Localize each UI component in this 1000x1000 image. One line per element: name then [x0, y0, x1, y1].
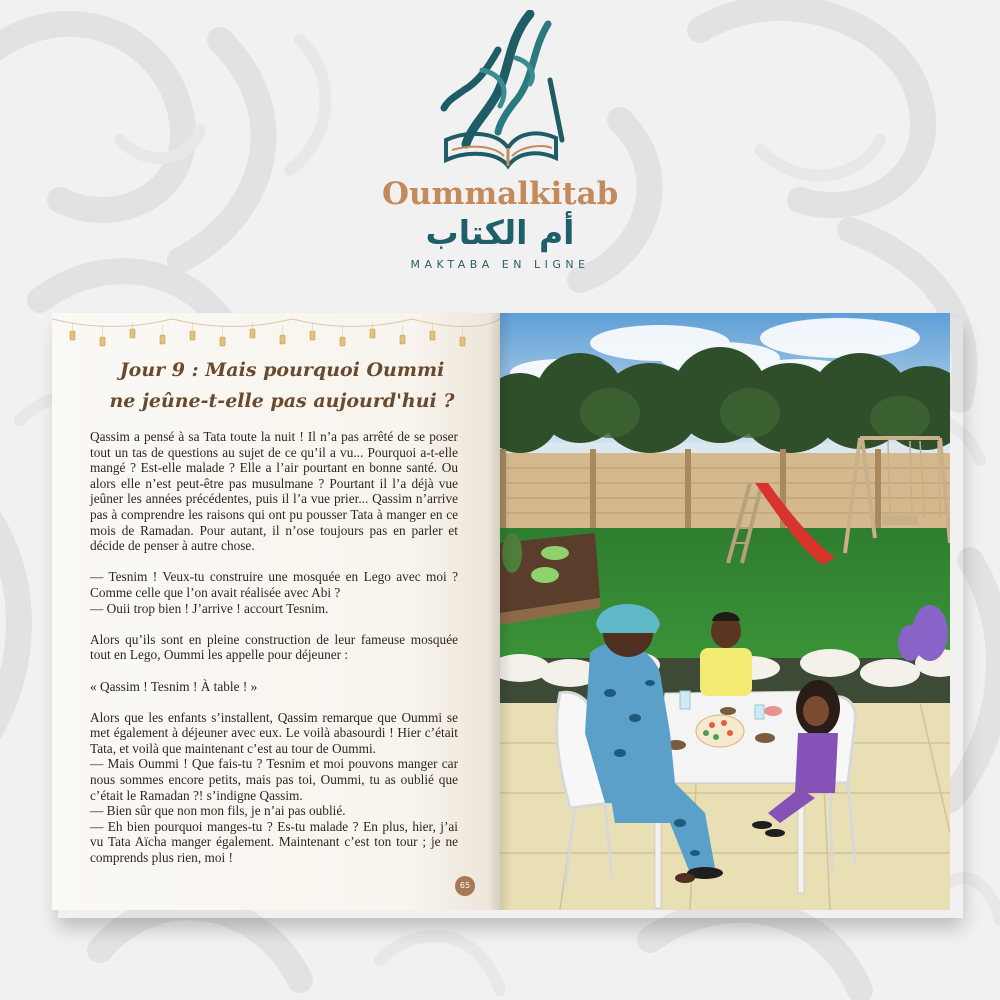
lantern-icon: [130, 329, 135, 338]
paragraph-gap: [90, 554, 458, 570]
lantern-icon: [100, 337, 105, 346]
paragraph-gap: [90, 694, 458, 710]
brand-name: Oummalkitab: [382, 176, 619, 212]
paragraph: « Qassim ! Tesnim ! À table ! »: [90, 678, 258, 694]
lantern-icon: [460, 337, 465, 346]
lantern-icon: [370, 329, 375, 338]
paragraph: Alors que les enfants s’installent, Qassim remarque que Oummi se met également à déjeuner avec eux. Le voilà abasourdi ! Hier c’était Tata, et voilà que maintenant c’est au tour de Oummi.: [90, 709, 458, 756]
paragraph: — Mais Oummi ! Que fais-tu ? Tesnim et moi pouvons manger car nous sommes encore petits, mais pas toi, Oummi, tu as oublié que c’était le Ramadan ?! s’indigne Qassim.: [90, 756, 458, 803]
garden-lunch-illustration: [500, 313, 950, 910]
chapter-title-line-1: Jour 9 : Mais pourquoi Oummi: [119, 359, 445, 381]
book-page-right: [500, 313, 950, 910]
paragraph: Alors qu’ils sont en pleine construction de leur fameuse mosquée tout en Lego, Oummi les appelle pour déjeuner :: [90, 631, 458, 663]
brand-tagline: MAKTABA EN LIGNE: [410, 258, 590, 271]
paragraph: — Bien sûr que non mon fils, je n’ai pas oublié.: [90, 803, 346, 819]
lantern-icon: [310, 331, 315, 340]
chapter-title: [82, 355, 482, 417]
lantern-icon: [220, 337, 225, 346]
lantern-icon: [70, 331, 75, 340]
lantern-icon: [400, 335, 405, 344]
book-page-left: [52, 313, 500, 910]
paragraph-gap: [90, 663, 458, 679]
story-text: [90, 429, 458, 866]
calligraphy-logo-icon: [438, 10, 568, 180]
lantern-icon: [340, 337, 345, 346]
page-number-badge: 65: [455, 876, 475, 896]
paragraph-gap: [90, 616, 458, 632]
lantern-icon: [430, 331, 435, 340]
lantern-icon: [160, 335, 165, 344]
lantern-icon: [250, 329, 255, 338]
paragraph: — Tesnim ! Veux-tu construire une mosquée en Lego avec moi ? Comme celle que l’on avait réalisée avec Abi ?: [90, 569, 458, 600]
paragraph: — Eh bien pourquoi manges-tu ? Es-tu malade ? En plus, hier, j’ai vu Tata Aïcha manger également. Maintenant c’est ton tour ; je ne comprends plus rien, moi !: [90, 818, 458, 866]
brand-arabic-name: أم الكتاب: [425, 213, 575, 252]
paragraph: Qassim a pensé à sa Tata toute la nuit ! Il n’a pas arrêté de se poser tout un tas de questions au sujet de ce qu’il a vu... Pourquoi a-t-elle mangé ? Est-elle malade ? Elle a l’air pourtant en bonne santé. Ou alors elle n’est peut-être pas musulmane ? Pourtant il l’a déjà vue jeûner les années précédentes, puis il l’a vue prier... Qassim n’arrive pas à comprendre les raisons qui ont pu pousser Tata à manger en ce mois de Ramadan. Pour autant, il n’ose toujours pas en parler et décide de penser à autre chose.: [90, 429, 458, 554]
lantern-icon: [280, 335, 285, 344]
chapter-title-line-2: ne jeûne-t-elle pas aujourd'hui ?: [109, 390, 455, 412]
paragraph: — Ouii trop bien ! J’arrive ! accourt Tesnim.: [90, 600, 329, 616]
lantern-icon: [190, 331, 195, 340]
lantern-garland: [52, 313, 500, 353]
